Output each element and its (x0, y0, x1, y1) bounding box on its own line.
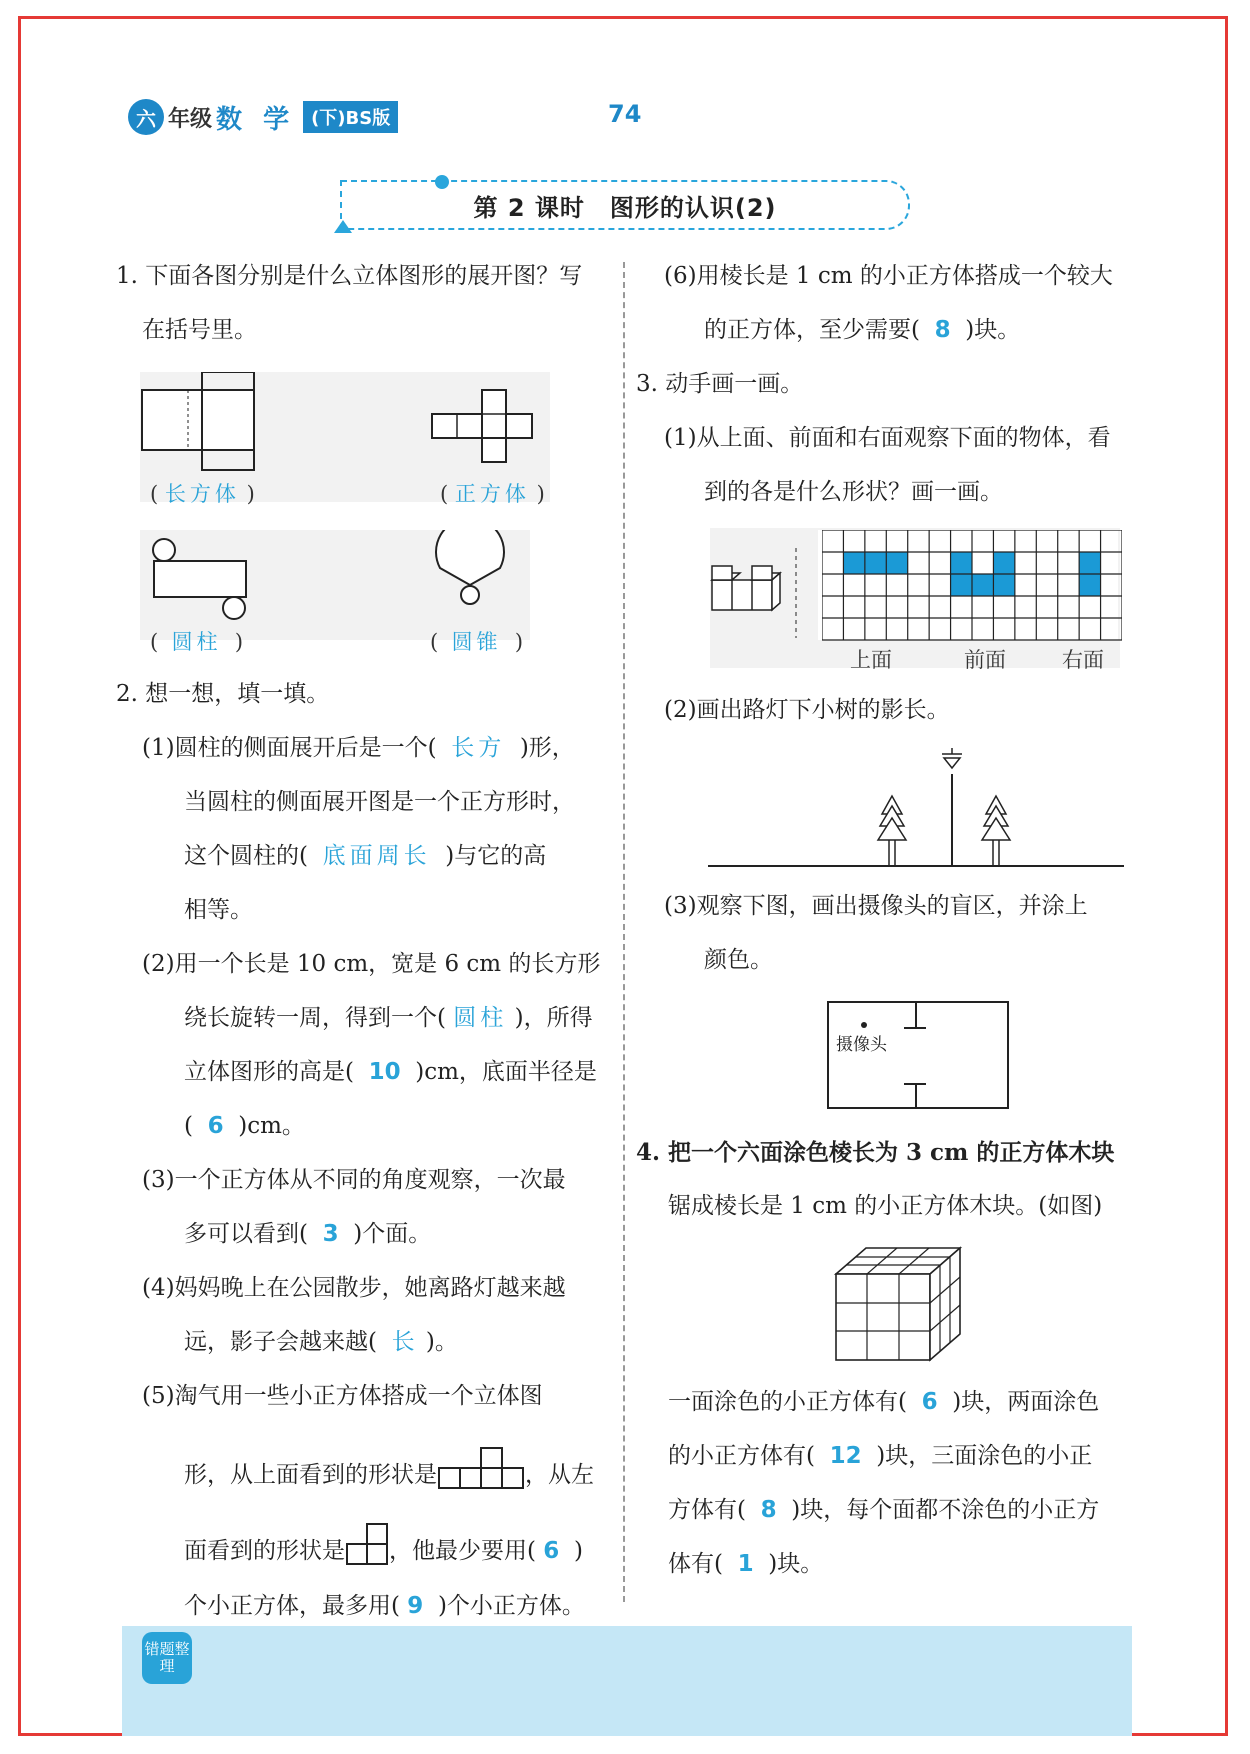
grade-label: 年级 (168, 105, 213, 132)
lesson-decoration (330, 170, 360, 240)
filled-grid-cell (1079, 574, 1100, 596)
q4-line5: 方体有( 8 )块，每个面都不涂色的小正方 (668, 1497, 1100, 1523)
drawing-grid (822, 530, 1122, 642)
q1-caption-3: ( 圆柱 ) (150, 630, 244, 654)
q3-p3-line2: 颜色。 (704, 947, 773, 973)
q2-p1-line1: (1)圆柱的侧面展开后是一个( 长方 )形， (142, 735, 575, 761)
error-notes-area (122, 1626, 1132, 1736)
q2-p3-line1: (3)一个正方体从不同的角度观察，一次最 (142, 1167, 566, 1193)
label-right-view: 右面 (1062, 648, 1104, 672)
lesson-title: 第 2 课时 图形的认识(2) (340, 180, 910, 230)
camera-label: 摄像头 (836, 1035, 887, 1055)
filled-grid-cell (972, 574, 993, 596)
q1-caption-2: ( 正方体 ) (440, 482, 545, 506)
camera-room-figure (826, 1000, 1010, 1112)
book-badge (128, 96, 398, 138)
net-group-bottom (140, 530, 530, 640)
top-view-shape (437, 1446, 525, 1490)
q2-p5-line4: 个小正方体，最多用( 9 )个小正方体。 (184, 1593, 585, 1619)
q2-p5-line1: (5)淘气用一些小正方体搭成一个立体图 (142, 1383, 543, 1409)
q3-p2-line1: (2)画出路灯下小树的影长。 (664, 697, 950, 723)
q4-line3: 一面涂色的小正方体有( 6 )块，两面涂色 (668, 1389, 1100, 1415)
filled-grid-cell (993, 574, 1014, 596)
subject-label: 数 学 (216, 104, 296, 135)
filled-grid-cell (1079, 552, 1100, 574)
q3-title: 3. 动手画一画。 (636, 371, 804, 397)
q4-line2: 锯成棱长是 1 cm 的小正方体木块。(如图) (668, 1193, 1103, 1219)
q2-p2-line1: (2)用一个长是 10 cm，宽是 6 cm 的长方形 (142, 951, 601, 977)
q2-p6-line1: (6)用棱长是 1 cm 的小正方体搭成一个较大 (664, 263, 1113, 289)
object-sketch (712, 566, 780, 610)
error-notes-badge: 错题整理 (142, 1632, 192, 1684)
q2-p2-line4: ( 6 )cm。 (184, 1113, 305, 1139)
q3-p1-line2: 到的各是什么形状？画一画。 (704, 479, 1003, 505)
lesson-dot-icon (432, 172, 452, 192)
q3-p1-line1: (1)从上面、前面和右面观察下面的物体，看 (664, 425, 1111, 451)
q2-p2-line2: 绕长旋转一周，得到一个( 圆柱 )，所得 (184, 1005, 593, 1031)
page-number: 74 (608, 100, 642, 128)
street-light-figure (706, 744, 1126, 870)
q1-caption-1: ( 长方体 ) (150, 482, 255, 506)
filled-grid-cell (951, 552, 972, 574)
q2-p5-line2: 形，从上面看到的形状是 ，从左 (184, 1446, 594, 1491)
lamp-icon (942, 748, 962, 768)
q2-p6-line2: 的正方体，至少需要( 8 )块。 (704, 317, 1021, 343)
label-front-view: 前面 (964, 648, 1006, 672)
q1-text-a: 1. 下面各图分别是什么立体图形的展开图？写 (116, 263, 583, 289)
camera-dot-icon (861, 1022, 867, 1028)
q1-caption-4: ( 圆锥 ) (430, 630, 524, 654)
cube-3x3-figure (830, 1244, 966, 1364)
net-cylinder-cone-figure (140, 530, 530, 640)
q2-title: 2. 想一想，填一填。 (116, 681, 330, 707)
tree-icon-right (982, 796, 1010, 866)
filled-grid-cell (886, 552, 907, 574)
tree-icon-left (878, 796, 906, 866)
q2-p4-line1: (4)妈妈晚上在公园散步，她离路灯越来越 (142, 1275, 566, 1301)
q4-line4: 的小正方体有( 12 )块，三面涂色的小正 (668, 1443, 1093, 1469)
filled-grid-cell (993, 552, 1014, 574)
q4-line1: 4. 把一个六面涂色棱长为 3 cm 的正方体木块 (636, 1139, 1115, 1166)
q2-p3-line2: 多可以看到( 3 )个面。 (184, 1221, 432, 1247)
label-top-view: 上面 (850, 648, 892, 672)
filled-grid-cell (865, 552, 886, 574)
q1-text-b: 在括号里。 (142, 317, 257, 343)
q2-p1-line3: 这个圆柱的( 底面周长 )与它的高 (184, 843, 547, 869)
filled-grid-cell (951, 574, 972, 596)
q4-line6: 体有( 1 )块。 (668, 1551, 824, 1577)
q2-p2-line3: 立体图形的高是( 10 )cm，底面半径是 (184, 1059, 597, 1085)
net-cube-figure (432, 390, 532, 462)
column-divider (623, 262, 625, 1602)
grade-number: 六 (128, 99, 164, 135)
q2-p1-line2: 当圆柱的侧面展开图是一个正方形时， (184, 789, 575, 815)
version-label: (下)BS版 (303, 101, 398, 133)
left-view-shape (345, 1522, 389, 1566)
q3-p3-line1: (3)观察下图，画出摄像头的盲区，并涂上 (664, 893, 1088, 919)
filled-grid-cell (843, 552, 864, 574)
q2-p1-line4: 相等。 (184, 897, 253, 923)
q2-p5-line3: 面看到的形状是 ，他最少要用( 6 ) (184, 1522, 583, 1567)
q2-p4-line2: 远，影子会越来越( 长 )。 (184, 1329, 458, 1355)
